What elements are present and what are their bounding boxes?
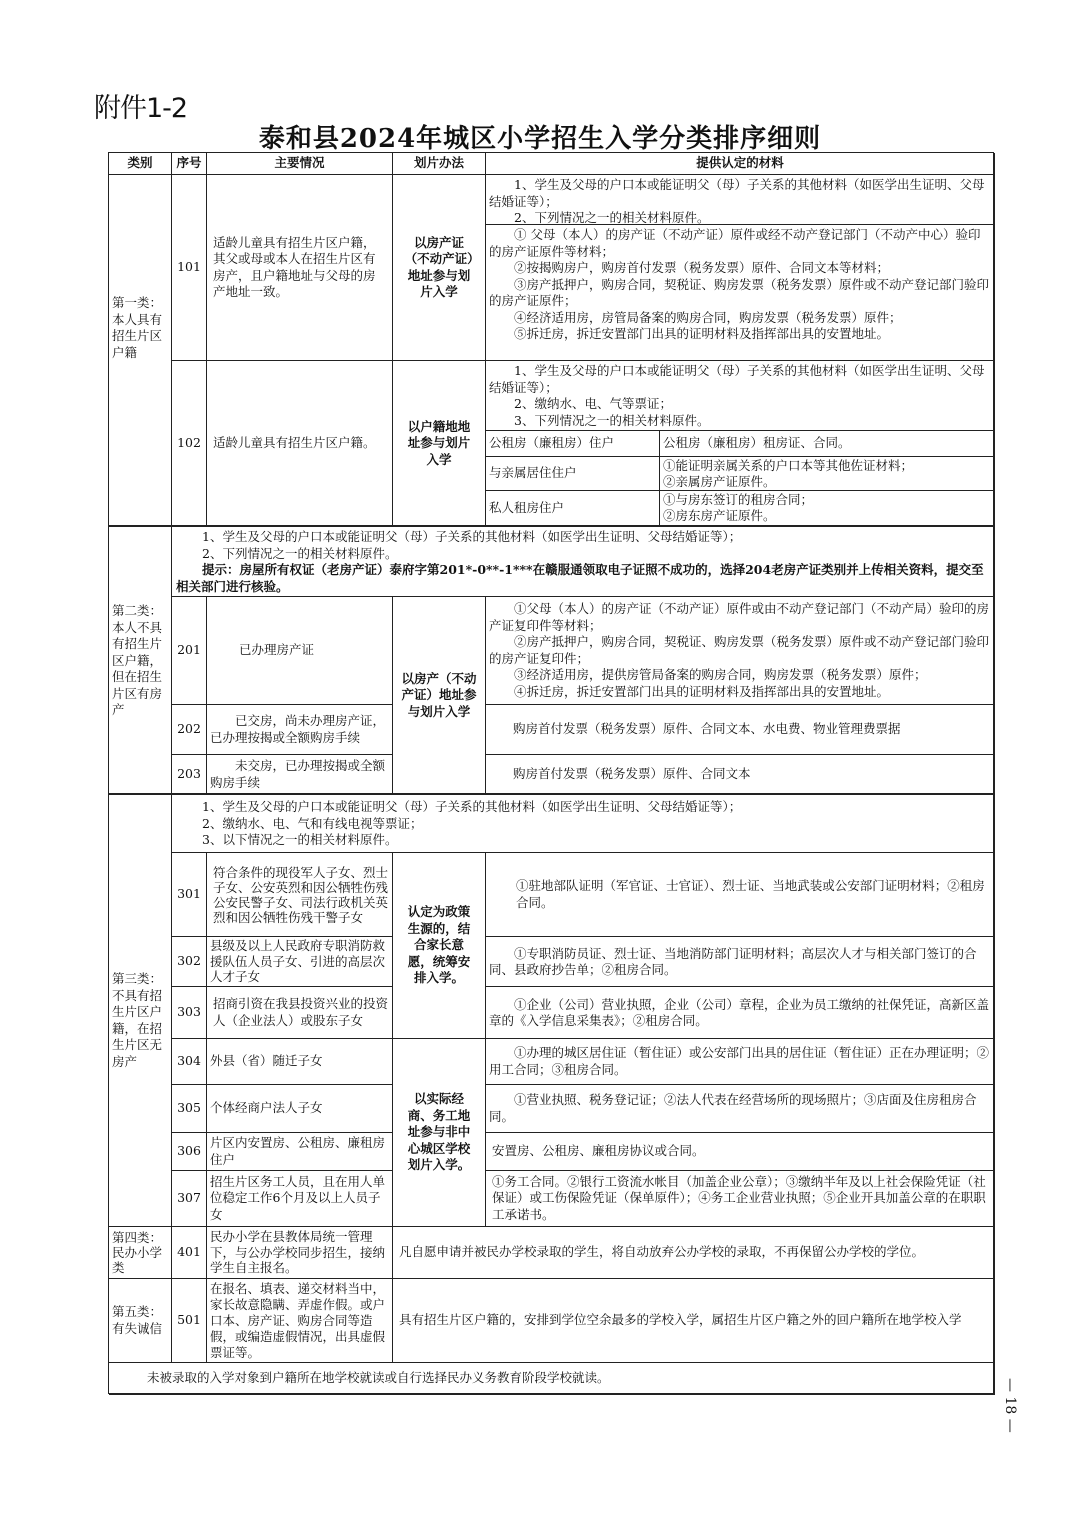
attachment-label: 附件1-2 [94,93,188,124]
category-2-tip: 提示：房屋所有权证（老房产证）泰府字第201*-0**-1***在赣服通领取电子证照不成功的，选择204老房产证类别并上传相关资料，提交至相关部门进行核验。 [176,562,984,594]
situation-102: 适龄儿童具有招生片区户籍。 [207,361,393,527]
materials-101-options [486,225,995,361]
method-101: 以房产证（不动产证）地址参与划片入学 [393,175,486,361]
category-3-general-1: 1、学生及父母的户口本或能证明父（母）子关系的其他材料（如医学出生证明、父母结婚证等）； [202,799,742,814]
materials-202: 购房首付发票（税务发票）原件、合同文本、水电费、物业管理费票据 [486,705,995,755]
materials-101-item-3: ① 父母（本人）的房产证（不动产证）原件或经不动产登记部门（不动产中心）验印的房产证原件等材料； [489,227,981,259]
materials-401: 凡自愿申请并被民办学校录取的学生，将自动放弃公办学校的录取，不再保留公办学校的学位。 [393,1227,995,1279]
category-3-label: 第三类：不具有招生片区户籍，在招生片区无房产 [109,795,172,1227]
seq-202: 202 [172,705,207,755]
materials-302: ①专职消防员证、烈士证、当地消防部门证明材料；高层次人才与相关部门签订的合同、县政府抄告单；②租房合同。 [486,937,995,987]
category-5-label: 第五类：有失诚信 [109,1279,172,1363]
category-3-general-2: 2、缴纳水、电、气和有线电视等票证； [202,815,423,831]
situation-202: 已交房，尚未办理房产证，已办理按揭或全额购房手续 [207,705,393,755]
header-situation: 主要情况 [207,153,393,175]
situation-101: 适龄儿童具有招生片区户籍，其父或母或本人在招生片区有房产，且户籍地址与父母的房产地址一致。 [207,175,393,361]
category-4-label: 第四类：民办小学类 [109,1227,172,1279]
sub-value-private-rental [660,491,995,527]
situation-501: 在报名、填表、递交材料当中，家长故意隐瞒、弄虚作假。或户口本、房产证、购房合同等造假，或编造虚假情况，出具虚假票证等。 [207,1279,393,1363]
page-number: — 18 — [1002,1378,1018,1433]
materials-101-item-2: 2、下列情况之一的相关材料原件。 [514,210,710,225]
seq-102: 102 [172,361,207,527]
seq-306: 306 [172,1133,207,1171]
seq-501: 501 [172,1279,207,1363]
rules-table [108,152,994,1394]
header-materials: 提供认定的材料 [486,153,995,175]
seq-305: 305 [172,1085,207,1133]
materials-303: ①企业（公司）营业执照，企业（公司）章程，企业为员工缴纳的社保凭证，高新区盖章的《入学信息采集表》；②租房合同。 [486,987,995,1039]
category-divider-3 [108,793,994,795]
seq-302: 302 [172,937,207,987]
materials-201 [486,597,995,705]
seq-303: 303 [172,987,207,1039]
category-divider-2 [108,525,994,527]
materials-304: ①办理的城区居住证（暂住证）或公安部门出具的居住证（暂住证）正在办理证明；②用工合同；③租房合同。 [486,1039,995,1085]
materials-102-item-2: 2、缴纳水、电、气等票证； [514,396,672,411]
materials-101-item-5: ③房产抵押户，购房合同，契税证、购房发票（税务发票）原件或不动产登记部门验印的房产证原件； [489,276,990,308]
materials-305: ①营业执照、税务登记证；②法人代表在经营场所的现场照片；③店面及住房租房合同。 [486,1085,995,1133]
seq-304: 304 [172,1039,207,1085]
materials-501: 具有招生片区户籍的，安排到学位空余最多的学校入学，属招生片区户籍之外的回户籍所在地学校入学 [393,1279,995,1363]
sub-label-public-rental: 公租房（廉租房）住户 [486,431,660,457]
category-2-general-1: 1、学生及父母的户口本或能证明父（母）子关系的其他材料（如医学出生证明、父母结婚证等）； [202,529,742,544]
situation-303: 招商引资在我县投资兴业的投资人（企业法人）或股东子女 [207,987,393,1039]
method-business-work: 以实际经商、务工地址参与非中心城区学校划片入学。 [393,1039,486,1227]
materials-301: ①驻地部队证明（军官证、士官证）、烈士证、当地武装或公安部门证明材料；②租房合同。 [486,853,995,937]
situation-203: 未交房，已办理按揭或全额购房手续 [207,755,393,795]
sub-value-private-rental-1: ①与房东签订的租房合同； [663,492,814,507]
materials-201-item-3: ③经济适用房，提供房管局备案的购房合同，购房发票（税务发票）原件； [514,667,927,682]
method-policy: 认定为政策生源的，结合家长意愿，统筹安排入学。 [393,853,486,1039]
method-category-2: 以房产（不动产证）地址参与划片入学 [393,597,486,795]
sub-value-public-rental: 公租房（廉租房）租房证、合同。 [660,431,995,457]
materials-101-item-4: ②按揭购房户，购房首付发票（税务发票）原件、合同文本等材料； [514,260,890,275]
sub-label-relatives: 与亲属居住住户 [486,457,660,491]
situation-301: 符合条件的现役军人子女、烈士子女、公安英烈和因公牺牲伤残公安民警子女、司法行政机关英烈和因公牺牲伤残干警子女 [207,853,393,937]
method-102: 以户籍地地址参与划片入学 [393,361,486,527]
sub-value-relatives [660,457,995,491]
situation-306: 片区内安置房、公租房、廉租房住户 [207,1133,393,1171]
situation-201: 已办理房产证 [207,597,393,705]
materials-201-item-2: ②房产抵押户，购房合同，契税证、购房发票（税务发票）原件或不动产登记部门验印的房产证复印件； [489,634,990,666]
category-3-general [172,795,995,853]
materials-102-item-1: 1、学生及父母的户口本或能证明父（母）子关系的其他材料（如医学出生证明、父母结婚证等）； [489,363,985,395]
situation-302: 县级及以上人民政府专职消防救援队伍人员子女、引进的高层次人才子女 [207,937,393,987]
situation-401: 民办小学在县教体局统一管理下，与公办学校同步招生，接纳学生自主报名。 [207,1227,393,1279]
header-category: 类别 [109,153,172,175]
sub-value-relatives-1: ①能证明亲属关系的户口本等其他佐证材料； [663,458,914,473]
materials-201-item-4: ④拆迁房，拆迁安置部门出具的证明材料及指挥部出具的安置地址。 [514,683,890,699]
materials-101-item-6: ④经济适用房，房管局备案的购房合同，购房发票（税务发票）原件； [514,309,902,325]
materials-307: ①务工合同。②银行工资流水帐目（加盖企业公章）；③缴纳半年及以上社会保险凭证（社保证）或工伤保险凭证（保单原件）；④务工企业营业执照；⑤企业开具加盖公章的在职职工承诺书。 [486,1171,995,1227]
materials-201-item-1: ①父母（本人）的房产证（不动产证）原件或由不动产登记部门（不动产局）验印的房产证复印件等材料； [489,601,990,633]
header-method: 划片办法 [393,153,486,175]
footer-note: 未被录取的入学对象到户籍所在地学校就读或自行选择民办义务教育阶段学校就读。 [109,1363,995,1395]
seq-401: 401 [172,1227,207,1279]
seq-301: 301 [172,853,207,937]
materials-101-general [486,175,995,225]
situation-304: 外县（省）随迁子女 [207,1039,393,1085]
seq-101: 101 [172,175,207,361]
sub-label-private-rental: 私人租房住户 [486,491,660,527]
category-3-general-3: 3、以下情况之一的相关材料原件。 [202,832,398,847]
category-2-label: 第二类：本人不具有招生片区户籍，但在招生片区有房产 [109,527,172,795]
materials-101-item-7: ⑤拆迁房，拆迁安置部门出具的证明材料及指挥部出具的安置地址。 [514,326,890,341]
sub-value-relatives-2: ②亲属房产证原件。 [663,473,776,489]
seq-203: 203 [172,755,207,795]
category-2-general-2: 2、下列情况之一的相关材料原件。 [202,545,398,561]
materials-102-general [486,361,995,431]
materials-101-item-1: 1、学生及父母的户口本或能证明父（母）子关系的其他材料（如医学出生证明、父母结婚证等）； [489,177,985,209]
materials-102-item-3: 3、下列情况之一的相关材料原件。 [514,412,710,428]
situation-307: 招生片区务工人员，且在用人单位稳定工作6个月及以上人员子女 [207,1171,393,1227]
situation-305: 个体经商户法人子女 [207,1085,393,1133]
header-seq: 序号 [172,153,207,175]
category-1-label: 第一类：本人具有招生片区户籍 [109,175,172,527]
category-2-general [172,527,995,597]
seq-201: 201 [172,597,207,705]
seq-307: 307 [172,1171,207,1227]
materials-203: 购房首付发票（税务发票）原件、合同文本 [486,755,995,795]
materials-306: 安置房、公租房、廉租房协议或合同。 [486,1133,995,1171]
page-title: 泰和县2024年城区小学招生入学分类排序细则 [258,124,822,154]
sub-value-private-rental-2: ②房东房产证原件。 [663,508,776,523]
